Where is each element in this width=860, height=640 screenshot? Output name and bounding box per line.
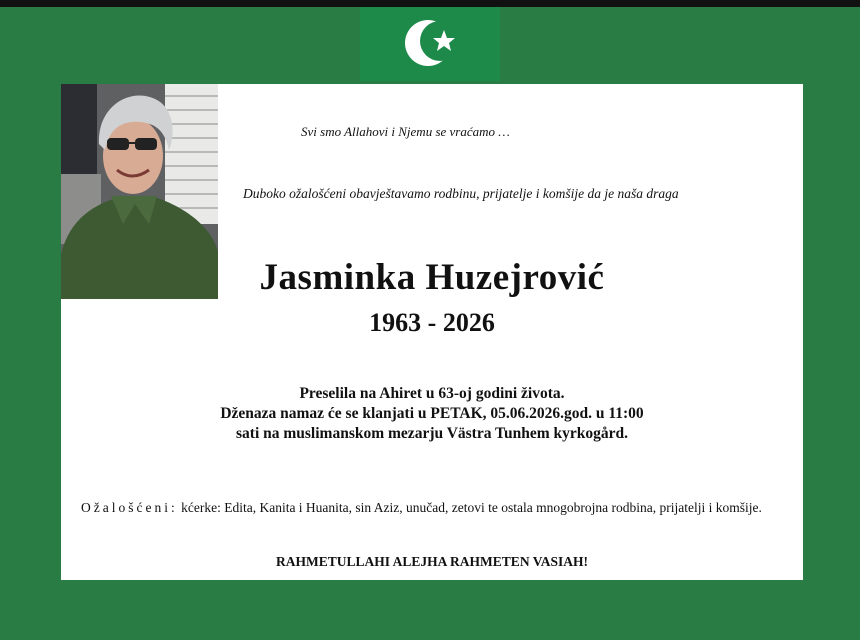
farewell-prayer: RAHMETULLAHI ALEJHA RAHMETEN VASIAH!: [276, 554, 588, 569]
funeral-details-line: sati na muslimanskom mezarju Västra Tunhem kyrkogård.: [236, 425, 628, 442]
life-years: 1963 - 2026: [369, 308, 495, 337]
mourners-text: kćerke: Edita, Kanita i Huanita, sin Aziz, unučad, zetovi te ostala mnogobrojna rodbina, prijatelji i komšije.: [181, 500, 762, 515]
announcement-text: Duboko ožalošćeni obavještavamo rodbinu, prijatelje i komšije da je naša draga: [243, 186, 679, 201]
crescent-star-icon: [360, 7, 500, 81]
funeral-details-line: Dženaza namaz će se klanjati u PETAK, 05.06.2026.god. u 11:00: [220, 405, 644, 422]
opening-verse: Svi smo Allahovi i Njemu se vraćamo …: [301, 124, 510, 139]
obituary-notice: [61, 84, 803, 580]
deceased-name: Jasminka Huzejrović: [259, 257, 605, 298]
top-border: [0, 0, 860, 7]
emblem-panel: [360, 7, 500, 81]
funeral-details: [61, 384, 803, 444]
funeral-details-line: Preselila na Ahiret u 63-oj godini života.: [299, 385, 565, 402]
mourners-label: Ožalošćeni:: [81, 500, 178, 515]
mourners-list: [81, 498, 776, 517]
